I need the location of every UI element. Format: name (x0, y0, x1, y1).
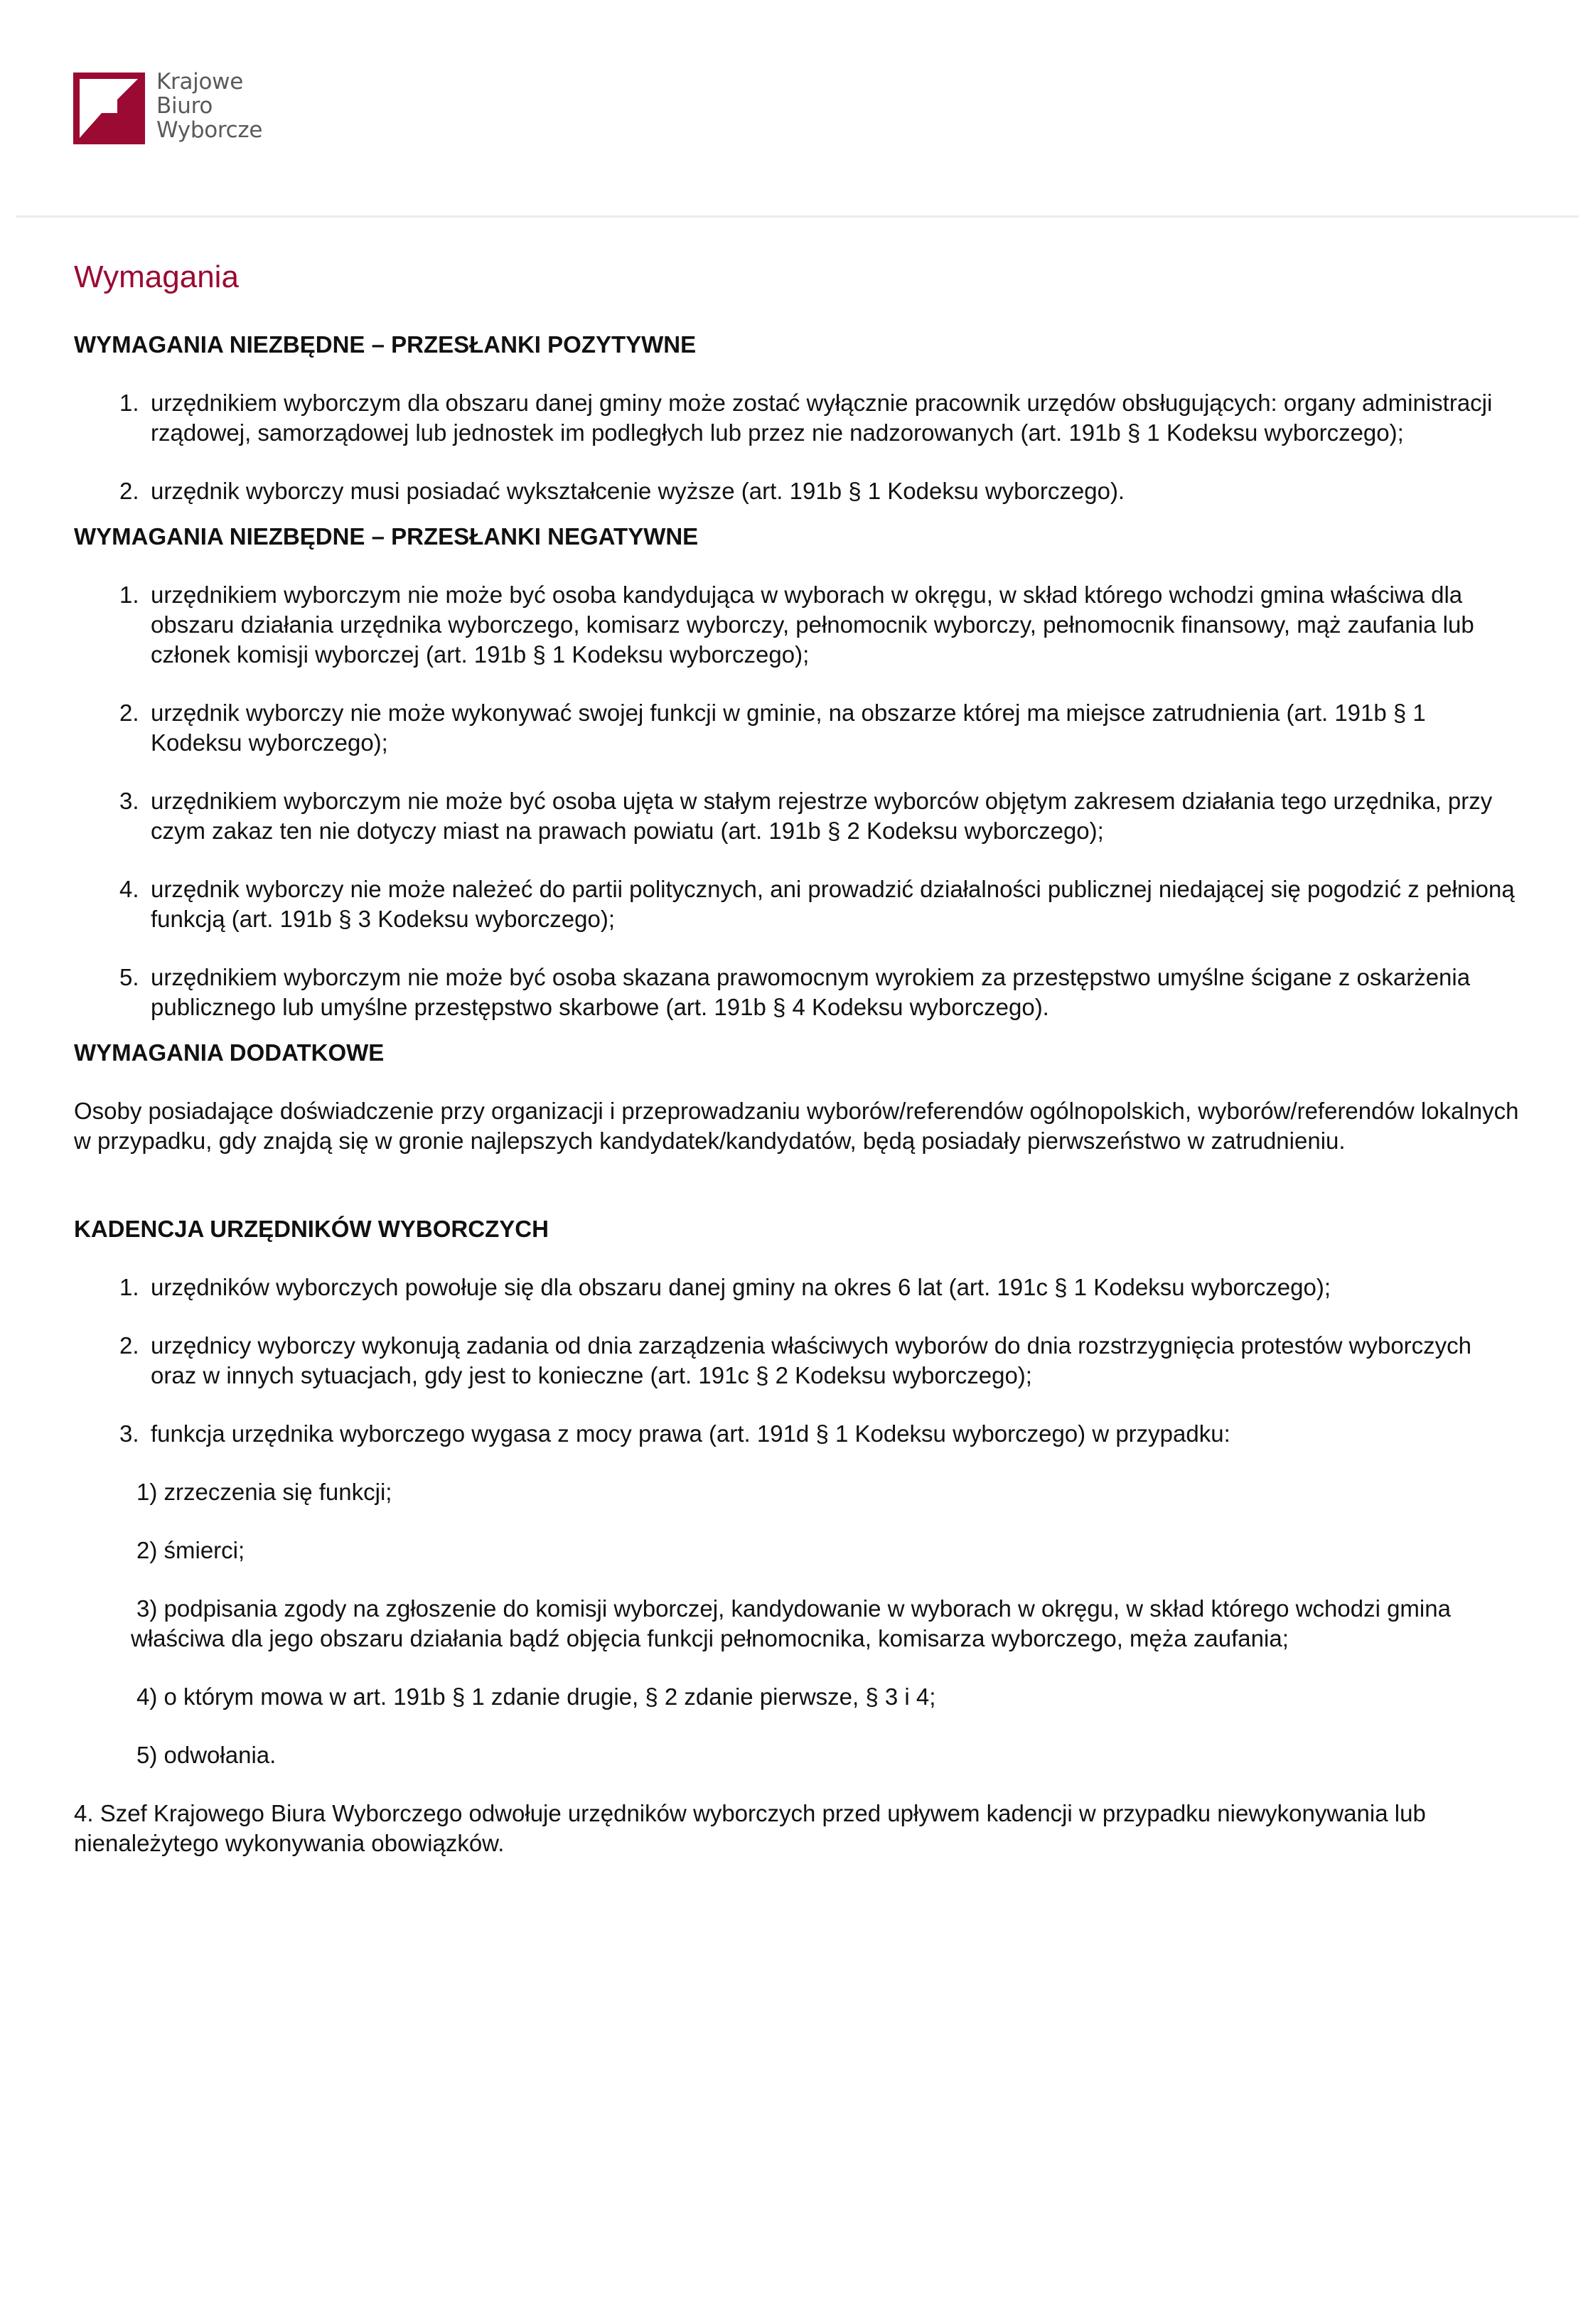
negative-requirements-list (74, 580, 1519, 1022)
expiry-case-item: 1) zrzeczenia się funkcji; (136, 1479, 392, 1505)
list-item-text: urzędnikiem wyborczym nie może być osoba ujęta w stałym rejestrze wyborców objętym zakresem działania tego urzędnika, przy czym zakaz ten nie dotyczy miast na prawach powiatu (art. 191b § 2 Kodeksu wyborczego); (151, 788, 1493, 844)
list-item-number: 5. (119, 964, 139, 990)
list-item-text: urzędnikiem wyborczym nie może być osoba skazana prawomocnym wyrokiem za przestępstwo umyślne ścigane z oskarżenia publicznego lub umyślne przestępstwo skarbowe (art. 191b § 4 Kodeksu wyborczego). (151, 964, 1471, 1020)
list-item-text: urzędnikiem wyborczym nie może być osoba kandydująca w wyborach w okręgu, w skład którego wchodzi gmina właściwa dla obszaru działania urzędnika wyborczego, komisarz wyborczy, pełnomocnik wyborczy, pełnomocnik finansowy, mąż zaufania lub członek komisji wyborczej (art. 191b § 1 Kodeksu wyborczego); (151, 582, 1474, 668)
list-item-number: 1. (119, 1274, 139, 1300)
expiry-case-item (74, 1594, 1519, 1654)
main-content (0, 256, 1593, 1858)
section-heading-term: KADENCJA URZĘDNIKÓW WYBORCZYCH (74, 1216, 549, 1242)
brand-name-line-2: Biuro (156, 93, 213, 119)
expiry-cases-list (74, 1477, 1519, 1770)
list-item (119, 698, 1519, 758)
list-item (119, 1331, 1519, 1391)
list-item-number: 2. (119, 700, 139, 726)
list-item-number: 1. (119, 582, 139, 608)
list-item-number: 1. (119, 390, 139, 416)
list-item-text: urzędnikiem wyborczym dla obszaru danej gminy może zostać wyłącznie pracownik urzędów obsługujących: organy administracji rządowej, samorządowej lub jednostek im podległych lub przez nie nadzorowanych (art. 191b § 1 Kodeksu wyborczego); (151, 390, 1493, 446)
list-item-number: 2. (119, 478, 139, 504)
header-divider (16, 215, 1579, 218)
list-item (119, 874, 1519, 934)
list-item-text: urzędnik wyborczy nie może wykonywać swojej funkcji w gminie, na obszarze której ma miejsce zatrudnienia (art. 191b § 1 Kodeksu wyborczego); (151, 700, 1426, 756)
list-item (119, 963, 1519, 1022)
additional-requirements-text: Osoby posiadające doświadczenie przy organizacji i przeprowadzaniu wyborów/referendów ogólnopolskich, wyborów/referendów lokalnych w przypadku, gdy znajdą się w gronie najlepszych kandydatek/kandydatów, będą posiadały pierwszeństwo w zatrudnieniu. (74, 1098, 1519, 1154)
brand-name-line-1: Krajowe (156, 69, 243, 95)
page-title: Wymagania (74, 259, 239, 294)
kbw-logo-icon (73, 73, 145, 144)
section-heading-additional: WYMAGANIA DODATKOWE (74, 1039, 385, 1066)
positive-requirements-list (74, 388, 1519, 506)
expiry-case-item: 2) śmierci; (136, 1537, 245, 1563)
term-list (74, 1273, 1519, 1449)
brand-name-line-3: Wyborcze (156, 117, 263, 143)
list-item-number: 3. (119, 1420, 139, 1447)
expiry-case-item: 4) o którym mowa w art. 191b § 1 zdanie drugie, § 2 zdanie pierwsze, § 3 i 4; (136, 1683, 936, 1710)
page-header (0, 0, 1593, 216)
list-item (119, 1419, 1519, 1449)
expiry-case-text: 3) podpisania zgody na zgłoszenie do komisji wyborczej, kandydowanie w wyborach w okręgu, w skład którego wchodzi gmina właściwa dla jego obszaru działania bądź objęcia funkcji pełnomocnika, komisarza wyborczego, męża zaufania; (131, 1595, 1451, 1651)
list-item-text: urzędnik wyborczy musi posiadać wykształcenie wyższe (art. 191b § 1 Kodeksu wyborczego). (151, 478, 1125, 504)
list-item-number: 4. (119, 876, 139, 902)
brand-name (156, 70, 262, 142)
list-item (119, 1273, 1519, 1302)
list-item-number: 3. (119, 788, 139, 814)
list-item (119, 388, 1519, 448)
section-heading-negative: WYMAGANIA NIEZBĘDNE – PRZESŁANKI NEGATYWNE (74, 523, 699, 550)
list-item-text: urzędnicy wyborczy wykonują zadania od dnia zarządzenia właściwych wyborów do dnia rozstrzygnięcia protestów wyborczych oraz w innych sytuacjach, gdy jest to konieczne (art. 191c § 2 Kodeksu wyborczego); (151, 1332, 1472, 1388)
list-item (119, 476, 1519, 506)
closing-paragraph: 4. Szef Krajowego Biura Wyborczego odwołuje urzędników wyborczych przed upływem kadencji w przypadku niewykonywania lub nienależytego wykonywania obowiązków. (74, 1800, 1426, 1856)
kbw-logo[interactable] (73, 69, 263, 144)
list-item-text: urzędnik wyborczy nie może należeć do partii politycznych, ani prowadzić działalności publicznej niedającej się pogodzić z pełnioną funkcją (art. 191b § 3 Kodeksu wyborczego); (151, 876, 1515, 932)
list-item-number: 2. (119, 1332, 139, 1359)
section-heading-positive: WYMAGANIA NIEZBĘDNE – PRZESŁANKI POZYTYWNE (74, 331, 697, 358)
list-item-text: urzędników wyborczych powołuje się dla obszaru danej gminy na okres 6 lat (art. 191c § 1 Kodeksu wyborczego); (151, 1274, 1331, 1300)
expiry-case-item: 5) odwołania. (136, 1742, 277, 1768)
list-item (119, 580, 1519, 670)
list-item (119, 786, 1519, 846)
list-item-text: funkcja urzędnika wyborczego wygasa z mocy prawa (art. 191d § 1 Kodeksu wyborczego) w przypadku: (151, 1420, 1230, 1447)
